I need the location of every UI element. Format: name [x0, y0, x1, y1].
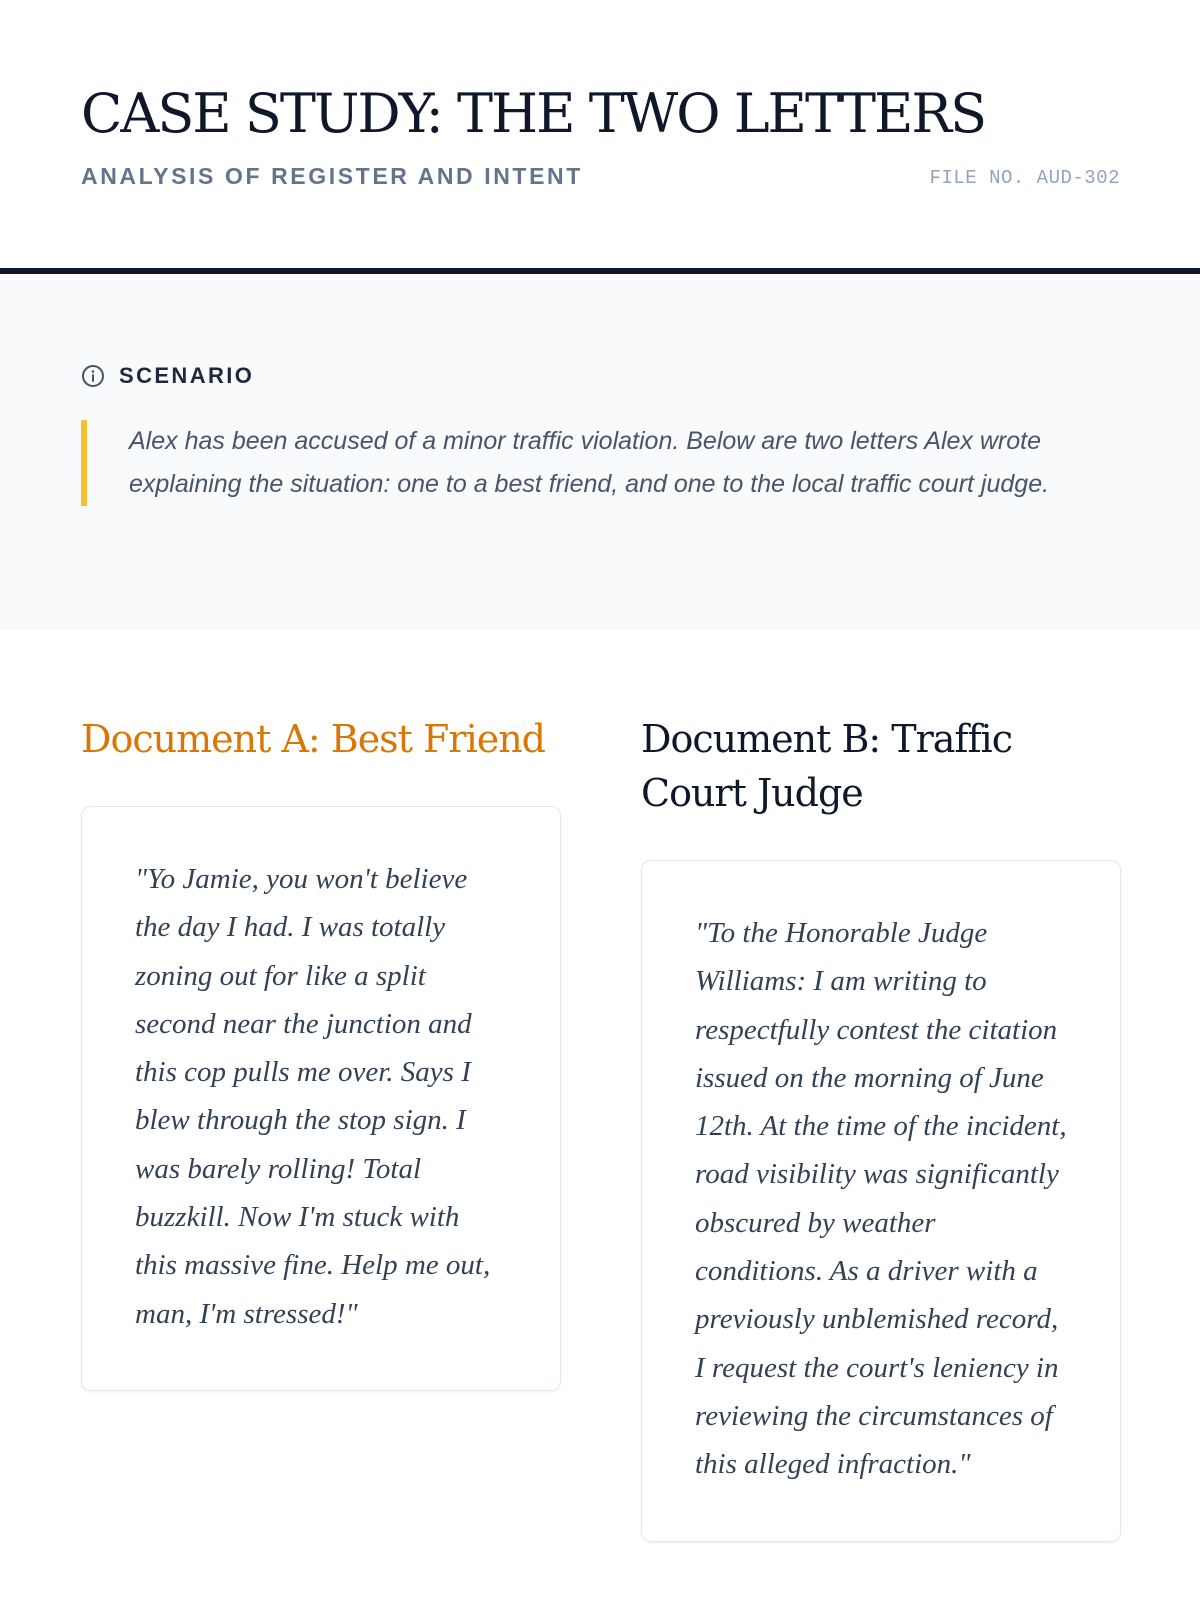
page-title: CASE STUDY: THE TWO LETTERS	[81, 82, 986, 145]
info-icon	[81, 364, 105, 388]
document-a-letter-card	[81, 806, 561, 1391]
document-a-title: Document A: Best Friend	[81, 717, 546, 761]
document-b-letter-card	[641, 860, 1121, 1542]
scenario-text: Alex has been accused of a minor traffic violation. Below are two letters Alex wrote explaining the situation: one to a best friend, and one to the local traffic court judge.	[129, 427, 1050, 498]
page-header	[0, 0, 1200, 274]
scenario-section	[0, 280, 1200, 630]
scenario-blockquote	[81, 420, 1121, 506]
scenario-label: SCENARIO	[119, 363, 255, 388]
file-number: FILE NO. AUD-302	[929, 167, 1120, 189]
document-b-column	[641, 712, 1121, 1542]
document-a-column	[81, 712, 561, 1391]
document-b-letter-text: "To the Honorable Judge Williams: I am writing to respectfully contest the citation issued on the morning of June 12th. At the time of the incident, road visibility was significantly obscured by weather conditions. As a driver with a previously unblemished record, I request the court's leniency in reviewing the circumstances of this alleged infraction."	[695, 917, 1067, 1481]
document-a-letter-text: "Yo Jamie, you won't believe the day I had. I was totally zoning out for like a split second near the junction and this cop pulls me over. Says I blew through the stop sign. I was barely rolling! Total buzzkill. Now I'm stuck with this massive fine. Help me out, man, I'm stressed!"	[135, 863, 491, 1330]
scenario-heading	[81, 363, 254, 389]
document-b-title: Document B: Traffic Court Judge	[641, 717, 1012, 815]
page-subtitle: ANALYSIS OF REGISTER AND INTENT	[81, 163, 583, 189]
